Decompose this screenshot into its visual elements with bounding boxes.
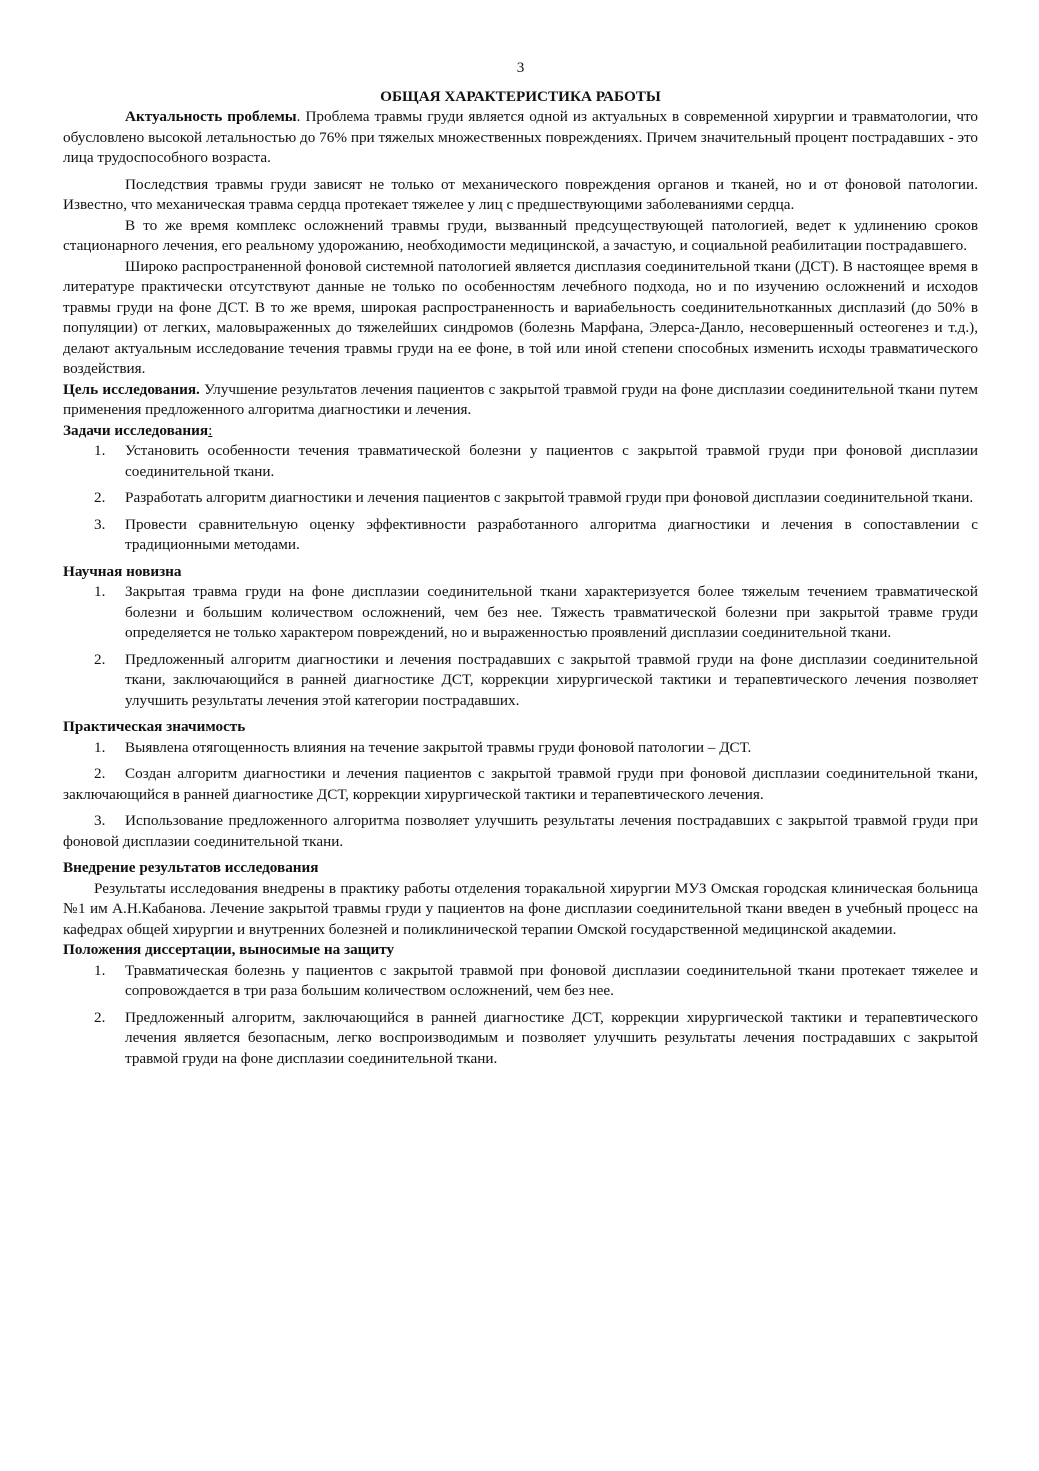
list-item [63,961,978,1002]
list-item-number: 1. [94,961,106,979]
list-item [63,738,978,759]
goal-text: Улучшение результатов лечения пациентов с закрытой травмой груди на фоне дисплазии соединительной ткани путем применения предложенного алгоритма диагностики и лечения. [63,380,978,418]
list-item-text: Провести сравнительную оценку эффективности разработанного алгоритма диагностики и лечения в сопоставлении с традиционными методами. [125,515,978,553]
list-item [63,488,978,509]
list-item-number: 1. [94,583,106,600]
relevance-paragraph-4: Широко распространенной фоновой системной патологией является дисплазия соединительной ткани (ДСТ). В настоящее время в литературе практически отсутствуют данные не только по особенностям лечебного подхода, но и по изучению осложнений и исходов травмы груди на фоне ДСТ. В то же время, широкая распространенность и вариабельность соединительнотканных дисплазий (до 50% в популяции) от легких, маловыраженных до тяжелейших синдромов (болезнь Марфана, Элерса-Данло, несовершенный остеогенез и т.д.), делают актуальным исследование течения травмы груди на ее фоне, в той или иной степени способных изменить исходы травматического воздействия. [63,257,978,377]
list-item-text: Закрытая травма груди на фоне дисплазии соединительной ткани характеризуется более тяжелым течением травматической болезни и большим количеством осложнений, чем без нее. Тяжесть травматической болезни при закрытой травме груди определяется не только характером повреждений, но и выраженностью проявлений дисплазии соединительной ткани. [125,583,978,641]
tasks-heading-text: Задачи исследования [63,421,209,439]
list-item-text: Выявлена отягощенность влияния на течение закрытой травмы груди фоновой патологии – ДСТ. [125,738,752,756]
relevance-paragraph-2: Последствия травмы груди зависят не только от механического повреждения органов и тканей, но и от фоновой патологии. Известно, что механическая травма сердца протекает тяжелее у лиц с предшествующими заболеваниями сердца. [63,175,978,213]
document-page [63,58,978,1075]
implementation-heading: Внедрение результатов исследования [63,859,319,876]
list-item [63,811,978,852]
list-item-text: Создан алгоритм диагностики и лечения пациентов с закрытой травмой груди при фоновой дисплазии соединительной ткани, заключающийся в ранней диагностике ДСТ, коррекции хирургической тактики и терапевтического лечения. [63,765,978,803]
list-item-text: Установить особенности течения травматической болезни у пациентов с закрытой травмой груди при фоновой дисплазии соединительной ткани. [125,442,978,480]
relevance-paragraph-3: В то же время комплекс осложнений травмы груди, вызванный предсуществующей патологией, ведет к удлинению сроков стационарного лечения, его реальному удорожанию, необходимости медицинской, а зачастую, и социальной реабилитации пострадавшего. [63,216,978,254]
list-item-number: 2. [94,1008,106,1026]
tasks-list [63,441,978,556]
list-item-number: 1. [94,738,106,756]
list-item [63,1008,978,1070]
theses-heading: Положения диссертации, выносимые на защиту [63,941,395,958]
list-item-number: 2. [94,489,106,506]
novelty-heading: Научная новизна [63,562,182,580]
list-item-number: 2. [94,765,106,782]
relevance-paragraph [63,107,978,169]
list-item [63,650,978,712]
list-item [63,582,978,644]
list-item [63,441,978,482]
list-item-number: 3. [94,812,106,829]
practical-list [63,738,978,853]
list-item-text: Разработать алгоритм диагностики и лечения пациентов с закрытой травмой груди при фоновой дисплазии соединительной ткани. [125,489,974,506]
list-item [63,515,978,556]
list-item-number: 2. [94,650,106,668]
theses-list [63,961,978,1070]
goal-label: Цель исследования. [63,380,200,398]
tasks-heading [63,421,978,442]
list-item-text: Травматическая болезнь у пациентов с закрытой травмой при фоновой дисплазии соединительной ткани протекает тяжелее и сопровождается в три раза большим количеством осложнений, чем без нее. [125,961,978,999]
relevance-text: . Проблема травмы груди является одной из актуальных в современной хирургии и травматологии, что обусловлено высокой летальностью до 76% при тяжелых множественных повреждениях. Причем значительный процент пострадавших - это лица трудоспособного возраста. [63,108,978,166]
tasks-heading-colon: : [208,421,213,439]
implementation-text: Результаты исследования внедрены в практику работы отделения торакальной хирургии МУЗ Омская городская клиническая больница №1 им А.Н.Кабанова. Лечение закрытой травмы груди у пациентов на фоне дисплазии соединительной ткани введен в учебный процесс на кафедрах общей хирургии и внутренних болезней и поликлинической терапии Омской государственной медицинской академии. [63,879,978,938]
relevance-label: Актуальность проблемы [125,108,297,125]
page-title: ОБЩАЯ ХАРАКТЕРИСТИКА РАБОТЫ [380,87,661,105]
list-item-text: Предложенный алгоритм диагностики и лечения пострадавших с закрытой травмой груди на фоне дисплазии соединительной ткани, заключающийся в ранней диагностике ДСТ, коррекции хирургической тактики и терапевтического лечения позволяет улучшить результаты лечения этой категории пострадавших. [125,650,978,709]
goal-paragraph [63,380,978,421]
list-item-text: Использование предложенного алгоритма позволяет улучшить результаты лечения пострадавших с закрытой травмой груди при фоновой дисплазии соединительной ткани. [63,812,978,850]
list-item [63,764,978,805]
list-item-number: 3. [94,515,106,533]
list-item-text: Предложенный алгоритм, заключающийся в ранней диагностике ДСТ, коррекции хирургической тактики и терапевтического лечения является безопасным, легко воспроизводимым и позволяет улучшить результаты лечения пострадавших с закрытой травмой груди на фоне дисплазии соединительной ткани. [125,1008,978,1067]
practical-heading: Практическая значимость [63,718,246,735]
page-number: 3 [516,59,525,76]
list-item-number: 1. [94,442,106,459]
novelty-list [63,582,978,711]
